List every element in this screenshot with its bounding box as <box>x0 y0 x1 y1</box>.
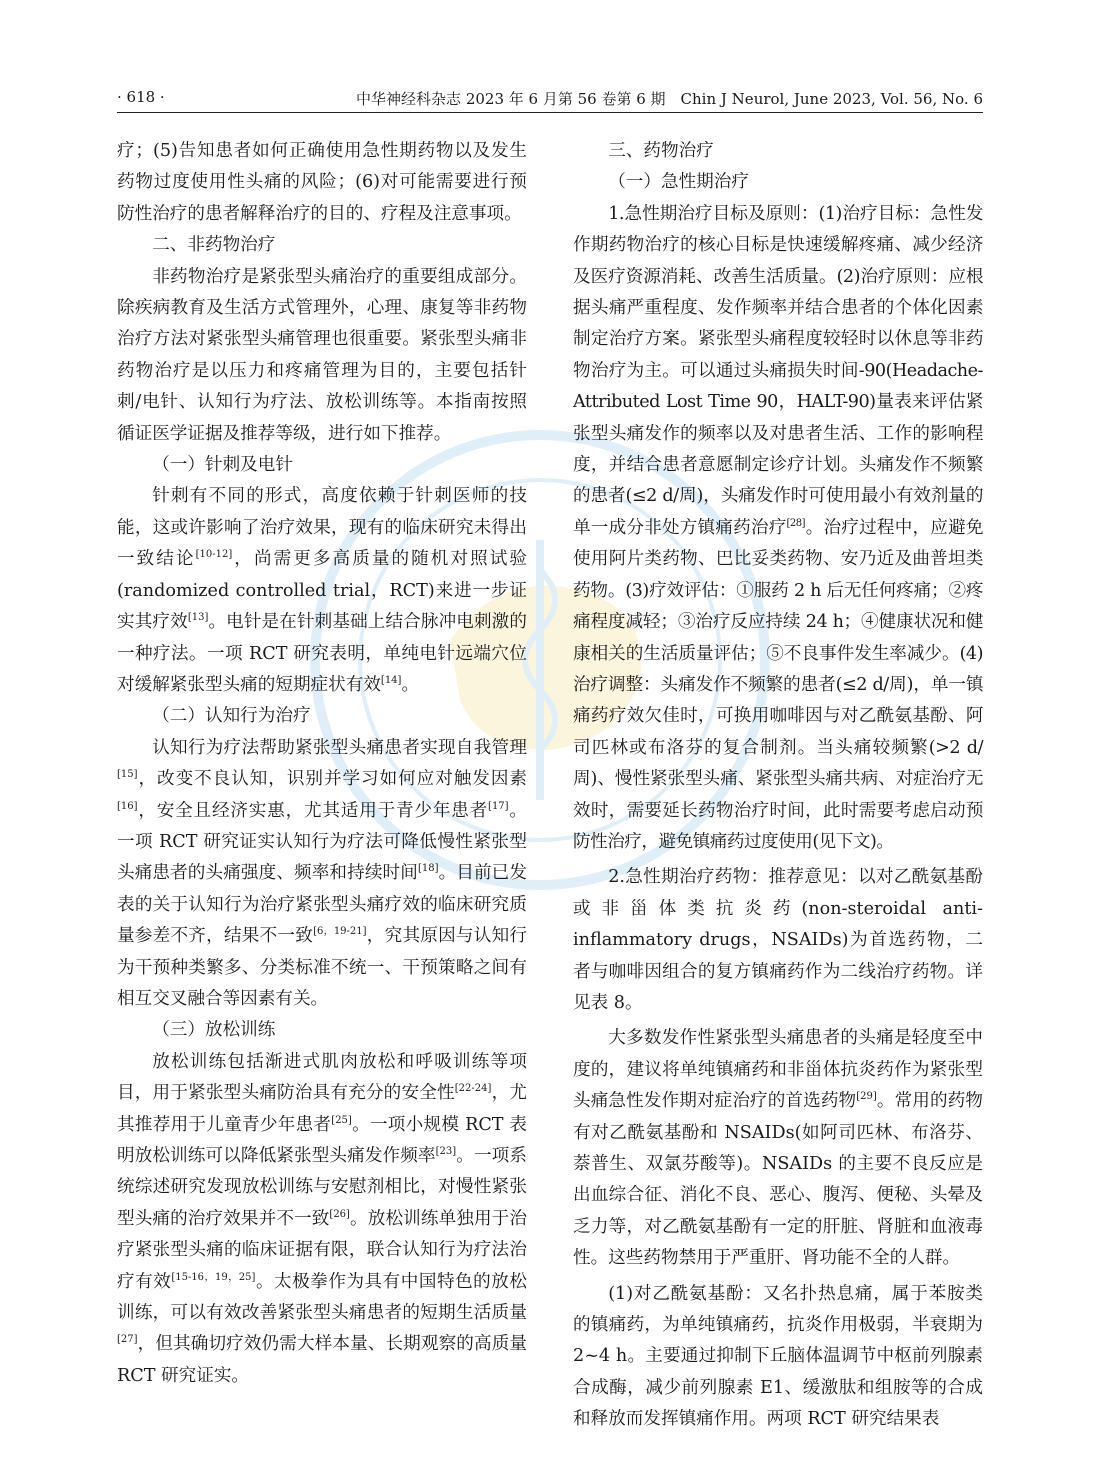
citation-ref: [14] <box>380 675 402 687</box>
paragraph-cbt: 认知行为疗法帮助紧张型头痛患者实现自我管理[15]，改变不良认知，识别并学习如何应对触发因素[16]，安全且经济实惠，尤其适用于青少年患者[17]。一项 RCT 研究证实认知行为疗法可降低慢性紧张型头痛患者的头痛强度、频率和持续时间[18]。目前已发表的关于认知行为治疗紧张型头痛疗效的临床研究质量参差不齐，结果不一致[6，19-21]，究其原因与认知行为干预种类繁多、分类标准不统一、干预策略之间有相互交叉融合等因素有关。 <box>117 737 527 1009</box>
citation-ref: [29] <box>856 1091 877 1103</box>
paragraph-nondrug: 非药物治疗是紧张型头痛治疗的重要组成部分。除疾病教育及生活方式管理外，心理、康复等非药物治疗方法对紧张型头痛管理也很重要。紧张型头痛非药物治疗是以压力和疼痛管理为目的，主要包括针刺/电针、认知行为疗法、放松训练等。本指南按照循证医学证据及推荐等级，进行如下推荐。 <box>117 266 527 444</box>
paragraph-acute-goals: 1.急性期治疗目标及原则：(1)治疗目标：急性发作期药物治疗的核心目标是快速缓解疼痛、减少经济及医疗资源消耗、改善生活质量。(2)治疗原则：应根据头痛严重程度、发作频率并结合患者的个体化因素制定治疗方案。紧张型头痛程度较轻时以休息等非药物治疗为主。可以通过头痛损失时间-90(Headache-Attributed Lost Time 90，HALT-90)量表来评估紧张型头痛发作的频率以及对患者生活、工作的影响程度，并结合患者意愿制定诊疗计划。头痛发作不频繁的患者(≤2 d/周)，头痛发作时可使用最小有效剂量的单一成分非处方镇痛药治疗[28]。治疗过程中，应避免使用阿片类药物、巴比妥类药物、安乃近及曲普坦类药物。(3)疗效评估：①服药 2 h 后无任何疼痛；②疼痛程度减轻；③治疗反应持续 24 h；④健康状况和健康相关的生活质量评估；⑤不良事件发生率减少。(4)治疗调整：头痛发作不频繁的患者(≤2 d/周)，单一镇痛药疗效欠佳时，可换用咖啡因与对乙酰氨基酚、阿司匹林或布洛芬的复合制剂。当头痛较频繁(>2 d/周)、慢性紧张型头痛、紧张型头痛共病、对症治疗无效时，需要延长药物治疗时间，此时需要考虑启动预防性治疗，避免镇痛药过度使用(见下文)。 <box>573 203 983 852</box>
citation-ref: [13] <box>187 612 209 624</box>
left-column <box>117 136 527 1392</box>
subsection-heading-cbt: （二）认知行为治疗 <box>152 706 311 727</box>
section-heading-nondrug: 二、非药物治疗 <box>152 235 276 256</box>
paragraph-acute-drugs: 2.急性期治疗药物：推荐意见：以对乙酰氨基酚或非甾体类抗炎药(non-steroidal anti-inflammatory drugs，NSAIDs)为首选药物，二者与咖啡因组合的复方镇痛药作为二线治疗药物。详见表 8。 <box>573 867 983 1013</box>
citation-ref: [16] <box>117 800 138 812</box>
citation-ref: [27] <box>117 1334 138 1346</box>
citation-ref: [6，19-21] <box>313 926 367 938</box>
journal-citation: 中华神经科杂志 2023 年 6 月第 56 卷第 6 期 Chin J Neurol, June 2023, Vol. 56, No. 6 <box>356 90 983 108</box>
citation-ref: [25] <box>331 1114 352 1126</box>
running-header <box>117 86 983 113</box>
subsection-heading-relaxation: （三）放松训练 <box>152 1020 276 1041</box>
paragraph-paracetamol: (1)对乙酰氨基酚：又名扑热息痛，属于苯胺类的镇痛药，为单纯镇痛药，抗炎作用极弱，半衰期为 2~4 h。主要通过抑制下丘脑体温调节中枢前列腺素合成酶，减少前列腺素 E1、缓激肽和组胺等的合成和释放而发挥镇痛作用。两项 RCT 研究结果表 <box>573 1283 983 1430</box>
paragraph-continued: 疗；(5)告知患者如何正确使用急性期药物以及发生药物过度使用性头痛的风险；(6)对可能需要进行预防性治疗的患者解释治疗的目的、疗程及注意事项。 <box>117 141 527 224</box>
section-heading-drug: 三、药物治疗 <box>608 141 714 161</box>
paragraph-first-line: 大多数发作性紧张型头痛患者的头痛是轻度至中度的，建议将单纯镇痛药和非甾体抗炎药作为紧张型头痛急性发作期对症治疗的首选药物[29]。常用的药物有对乙酰氨基酚和 NSAIDs(如阿司匹林、布洛芬、萘普生、双氯芬酸等)。NSAIDs 的主要不良反应是出血综合征、消化不良、恶心、腹泻、便秘、头晕及乏力等，对乙酰氨基酚有一定的肝脏、肾脏和血液毒性。这些药物禁用于严重肝、肾功能不全的人群。 <box>573 1028 983 1269</box>
citation-ref: [15-16，19，25] <box>171 1271 256 1283</box>
subsection-heading-acute: （一）急性期治疗 <box>608 172 749 193</box>
citation-ref: [17] <box>488 800 509 812</box>
page-number: · 618 · <box>117 88 165 106</box>
paragraph-relaxation: 放松训练包括渐进式肌肉放松和呼吸训练等项目，用于紧张型头痛防治具有充分的安全性[22-24]，尤其推荐用于儿童青少年患者[25]。一项小规模 RCT 表明放松训练可以降低紧张型头痛发作频率[23]。一项系统综述研究发现放松训练与安慰剂相比，对慢性紧张型头痛的治疗效果并不一致[26]。放松训练单独用于治疗紧张型头痛的临床证据有限，联合认知行为疗法治疗有效[15-16，19，25]。太极拳作为具有中国特色的放松训练，可以有效改善紧张型头痛患者的短期生活质量[27]，但其确切疗效仍需大样本量、长期观察的高质量 RCT 研究证实。 <box>117 1051 527 1386</box>
citation-ref: [22-24] <box>454 1083 492 1095</box>
right-column <box>573 136 983 1436</box>
subsection-heading-acupuncture: （一）针刺及电针 <box>152 455 293 476</box>
citation-ref: [15] <box>117 769 138 781</box>
citation-ref: [10-12] <box>195 549 233 561</box>
citation-ref: [23] <box>435 1146 457 1158</box>
paragraph-acupuncture: 针刺有不同的形式，高度依赖于针刺医师的技能，这或许影响了治疗效果，现有的临床研究未得出一致结论[10-12]，尚需更多高质量的随机对照试验(randomized controlled trial，RCT)来进一步证实其疗效[13]。电针是在针刺基础上结合脉冲电刺激的一种疗法。一项 RCT 研究表明，单纯电针远端穴位对缓解紧张型头痛的短期症状有效[14]。 <box>117 486 527 695</box>
citation-ref: [28] <box>786 518 806 530</box>
citation-ref: [26] <box>329 1208 350 1220</box>
citation-ref: [18] <box>417 863 439 875</box>
